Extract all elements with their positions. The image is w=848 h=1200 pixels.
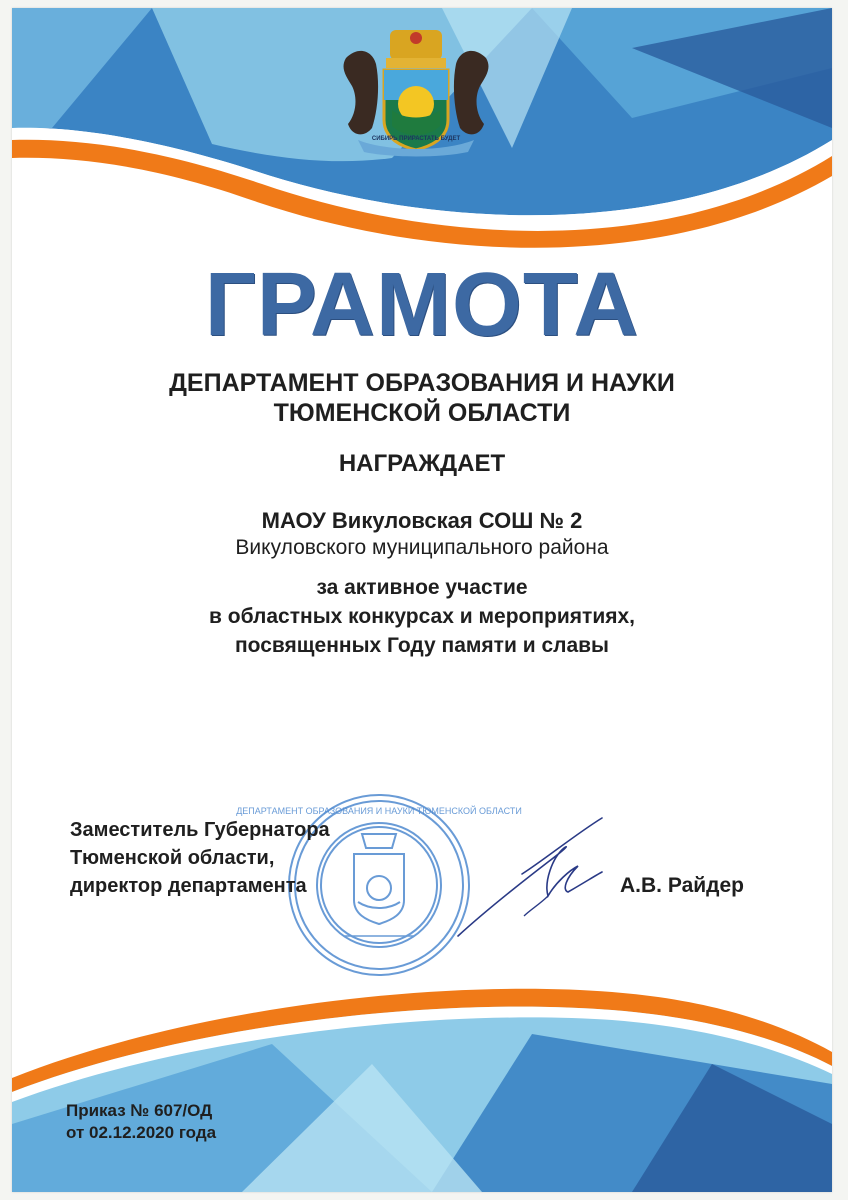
issuer-line-2: ТЮМЕНСКОЙ ОБЛАСТИ bbox=[273, 399, 571, 427]
signatory-position-line-2: Тюменской области, bbox=[70, 847, 275, 869]
certificate-sheet bbox=[12, 8, 832, 1192]
recipient-name: МАОУ Викуловская СОШ № 2 bbox=[261, 508, 583, 533]
issuer-line-1: ДЕПАРТАМЕНТ ОБРАЗОВАНИЯ И НАУКИ bbox=[169, 369, 675, 397]
certificate-title: ГРАМОТА bbox=[204, 255, 640, 355]
award-verb: НАГРАЖДАЕТ bbox=[338, 450, 506, 477]
seal-text: ДЕПАРТАМЕНТ ОБРАЗОВАНИЯ И НАУКИ ТЮМЕНСКОЙ ОБЛАСТИ bbox=[236, 806, 522, 816]
signatory-position-line-3: директор департамента bbox=[70, 875, 307, 897]
signatory-name: А.В. Райдер bbox=[620, 874, 744, 897]
recipient-district: Викуловского муниципального района bbox=[235, 536, 609, 559]
order-date: от 02.12.2020 года bbox=[66, 1123, 217, 1142]
reason-line-1: за активное участие bbox=[316, 576, 528, 599]
reason-line-2: в областных конкурсах и мероприятиях, bbox=[209, 605, 635, 628]
order-number: Приказ № 607/ОД bbox=[66, 1101, 213, 1120]
handwritten-signature bbox=[452, 804, 622, 944]
emblem-motto: СИБИРЬ ПРИРАСТАТЬ БУДЕТ bbox=[371, 136, 461, 142]
signatory-position-line-1: Заместитель Губернатора bbox=[70, 819, 330, 841]
reason-line-3: посвященных Году памяти и славы bbox=[235, 634, 609, 657]
bottom-decoration bbox=[12, 974, 832, 1192]
